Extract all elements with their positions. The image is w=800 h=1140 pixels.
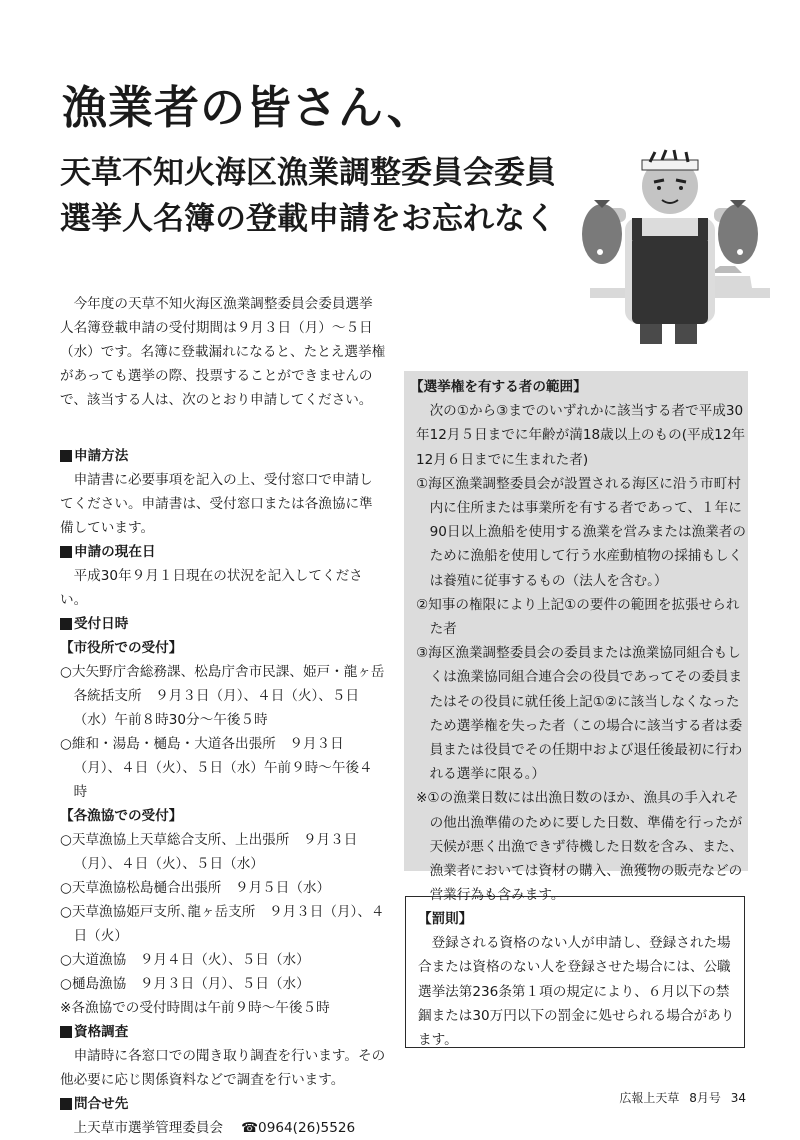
list-item: ③海区漁業調整委員会の委員または漁業協同組合もしくは漁業協同組合連合会の役員であってその委員またはその役員に就任後上記①②に該当しなくなったため選挙権を失った者（この場合に該当する者は委員または役員でその任期中および退任後最初に行われる選挙に限る。） bbox=[416, 645, 743, 783]
list-item: ○大道漁協 ９月４日（火）、５日（水） bbox=[60, 952, 310, 968]
list-item: ○天草漁協上天草総合支所、上出張所 ９月３日（月）、４日（火）、５日（水） bbox=[60, 832, 358, 872]
page-title: 漁業者の皆さん、 bbox=[62, 81, 433, 134]
footer-page-number: 34 bbox=[730, 1091, 746, 1105]
square-bullet-icon bbox=[60, 546, 72, 558]
footer-issue: 8月号 bbox=[689, 1091, 721, 1105]
subtitle-line-1: 天草不知火海区漁業調整委員会委員 bbox=[60, 155, 556, 191]
penalty-heading: 【罰則】 bbox=[418, 911, 473, 927]
intro-paragraph bbox=[60, 292, 386, 412]
square-bullet-icon bbox=[60, 618, 72, 630]
list-item: ②知事の権限により上記①の要件の範囲を拡張せられた者 bbox=[416, 596, 740, 638]
main-sections bbox=[60, 444, 386, 1140]
contact-telephone: ☎0964(26)5526 bbox=[241, 1120, 356, 1136]
list-item: ○大矢野庁舎総務課、松島庁舎市民課、姫戸・龍ヶ岳各統括支所 ９月３日（月）、４日（火）、５日（水）午前８時30分～午後５時 bbox=[60, 664, 385, 728]
penalty-text: 登録される資格のない人が申請し、登録された場合または資格のない人を登録させた場合には、公職選挙法第236条第１項の規定により、６月以下の禁錮または30万円以下の罰金に処せられる場合があります。 bbox=[418, 935, 735, 1049]
list-item: ○天草漁協姫戸支所､龍ヶ岳支所 ９月３日（月）、４日（火） bbox=[60, 904, 385, 944]
coop-reception-note: ※各漁協での受付時間は午前９時～午後５時 bbox=[60, 1000, 330, 1016]
voter-range-box bbox=[404, 371, 748, 904]
square-bullet-icon bbox=[60, 1026, 72, 1038]
square-bullet-icon bbox=[60, 1098, 72, 1110]
section-heading-reception: 受付日時 bbox=[60, 612, 386, 636]
section-heading-survey: 資格調査 bbox=[60, 1020, 386, 1044]
square-bullet-icon bbox=[60, 450, 72, 462]
intro-text: 今年度の天草不知火海区漁業調整委員会委員選挙人名簿登載申請の受付期間は９月３日（月）～５日（水）です。名簿に登載漏れになると、たとえ選挙権があっても選挙の際、投票することができませんので、該当する人は、次のとおり申請してください。 bbox=[60, 296, 386, 408]
page-subtitle bbox=[60, 150, 556, 242]
apply-method-text: 申請書に必要事項を記入の上、受付窓口で申請してください。申請書は、受付窓口または各漁協に準備しています。 bbox=[60, 472, 373, 536]
voter-range-intro: 次の①から③までのいずれかに該当する者で平成30年12月５日までに年齢が満18歳以上のもの(平成12年12月６日までに生まれた者) bbox=[416, 403, 746, 468]
fisherman-illustration bbox=[570, 148, 770, 348]
list-item: ○維和・湯島・樋島・大道各出張所 ９月３日（月）、４日（火）、５日（水）午前９時～午後４時 bbox=[60, 736, 373, 800]
section-heading-present-date: 申請の現在日 bbox=[60, 540, 386, 564]
list-item: ※①の漁業日数には出漁日数のほか、漁具の手入れその他出漁準備のために要した日数、準備を行ったが天候が悪く出漁できず待機した日数を含み、また、漁業者においては資材の購入、漁獲物の販売などの営業行為も含みます。 bbox=[416, 790, 744, 904]
survey-text: 申請時に各窓口での聞き取り調査を行います。その他必要に応じ関係資料などで調査を行います。 bbox=[60, 1048, 386, 1088]
list-item: ○樋島漁協 ９月３日（月）、５日（水） bbox=[60, 976, 310, 992]
coop-reception-heading: 【各漁協での受付】 bbox=[60, 808, 183, 824]
list-item: ①海区漁業調整委員会が設置される海区に沿う市町村内に住所または事業所を有する者であって、１年に90日以上漁船を使用する漁業を営みまたは漁業者のために漁船を使用して行う水産動植物の採捕もしくは養殖に従事するもの（法人を含む。） bbox=[416, 475, 746, 589]
voter-range-heading: 【選挙権を有する者の範囲】 bbox=[410, 379, 587, 395]
contact-org: 上天草市選挙管理委員会 bbox=[73, 1120, 224, 1136]
present-date-text: 平成30年９月１日現在の状況を記入してください。 bbox=[60, 568, 363, 608]
section-heading-apply-method: 申請方法 bbox=[60, 444, 386, 468]
list-item: ○天草漁協松島樋合出張所 ９月５日（水） bbox=[60, 880, 331, 896]
footer-publication: 広報上天草 bbox=[619, 1091, 680, 1105]
city-reception-heading: 【市役所での受付】 bbox=[60, 640, 183, 656]
subtitle-line-2: 選挙人名簿の登載申請をお忘れなく bbox=[60, 201, 556, 237]
contact-line bbox=[60, 1116, 386, 1140]
section-heading-contact: 問合せ先 bbox=[60, 1092, 386, 1116]
penalty-box bbox=[405, 896, 745, 1048]
page-footer bbox=[613, 1089, 746, 1106]
